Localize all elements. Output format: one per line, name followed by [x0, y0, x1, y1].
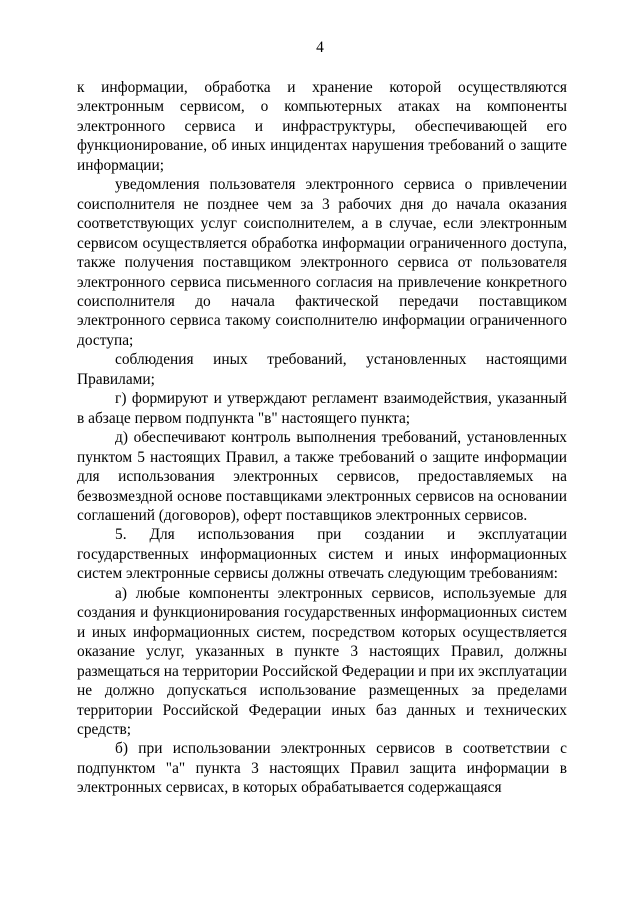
document-body — [77, 78, 567, 798]
paragraph-item-b: б) при использовании электронных сервисов в соответствии с подпунктом "а" пункта 3 настоящих Правил защита информации в электронных сервисах, в которых обрабатывается содержащаяся — [77, 740, 567, 797]
paragraph-subcontractor-notification: уведомления пользователя электронного сервиса о привлечении соисполнителя не позднее чем за 3 рабочих дня до начала оказания соответствующих услуг соисполнителем, а в случае, если электронным сервисом осуществляется обработка информации ограниченного доступа, также получения поставщиком электронного сервиса от пользователя электронного сервиса письменного согласия на привлечение конкретного соисполнителя до начала фактической передачи поставщиком электронного сервиса такому соисполнителю информации ограниченного доступа; — [77, 176, 567, 349]
page-number: 4 — [316, 39, 324, 56]
paragraph-compliance-requirements: соблюдения иных требований, установленных настоящими Правилами; — [77, 351, 567, 388]
paragraph-item-d: д) обеспечивают контроль выполнения требований, установленных пунктом 5 настоящих Правил, а также требований о защите информации для использования электронных сервисов, предоставляемых на безвозмездной основе поставщиками электронных сервисов на основании соглашений (договоров), оферт поставщиков электронных сервисов. — [77, 429, 567, 524]
paragraph-information-incidents: к информации, обработка и хранение которой осуществляются электронным сервисом, о компьютерных атаках на компоненты электронного сервиса и инфраструктуры, обеспечивающей его функционирование, об иных инцидентах нарушения требований о защите информации; — [77, 79, 567, 174]
paragraph-item-a: а) любые компоненты электронных сервисов, используемые для создания и функционирования государственных информационных систем и иных информационных систем, посредством которых осуществляется оказание услуг, указанных в пункте 3 настоящих Правил, должны размещаться на территории Российской Федерации и при их эксплуатации не должно допускаться использование размещенных за пределами территории Российской Федерации иных баз данных и технических средств; — [77, 584, 568, 738]
paragraph-item-g: г) формируют и утверждают регламент взаимодействия, указанный в абзаце первом подпункта "в" настоящего пункта; — [77, 390, 567, 427]
paragraph-section-5: 5. Для использования при создании и эксплуатации государственных информационных систем и иных информационных систем электронные сервисы должны отвечать следующим требованиям: — [77, 526, 567, 583]
